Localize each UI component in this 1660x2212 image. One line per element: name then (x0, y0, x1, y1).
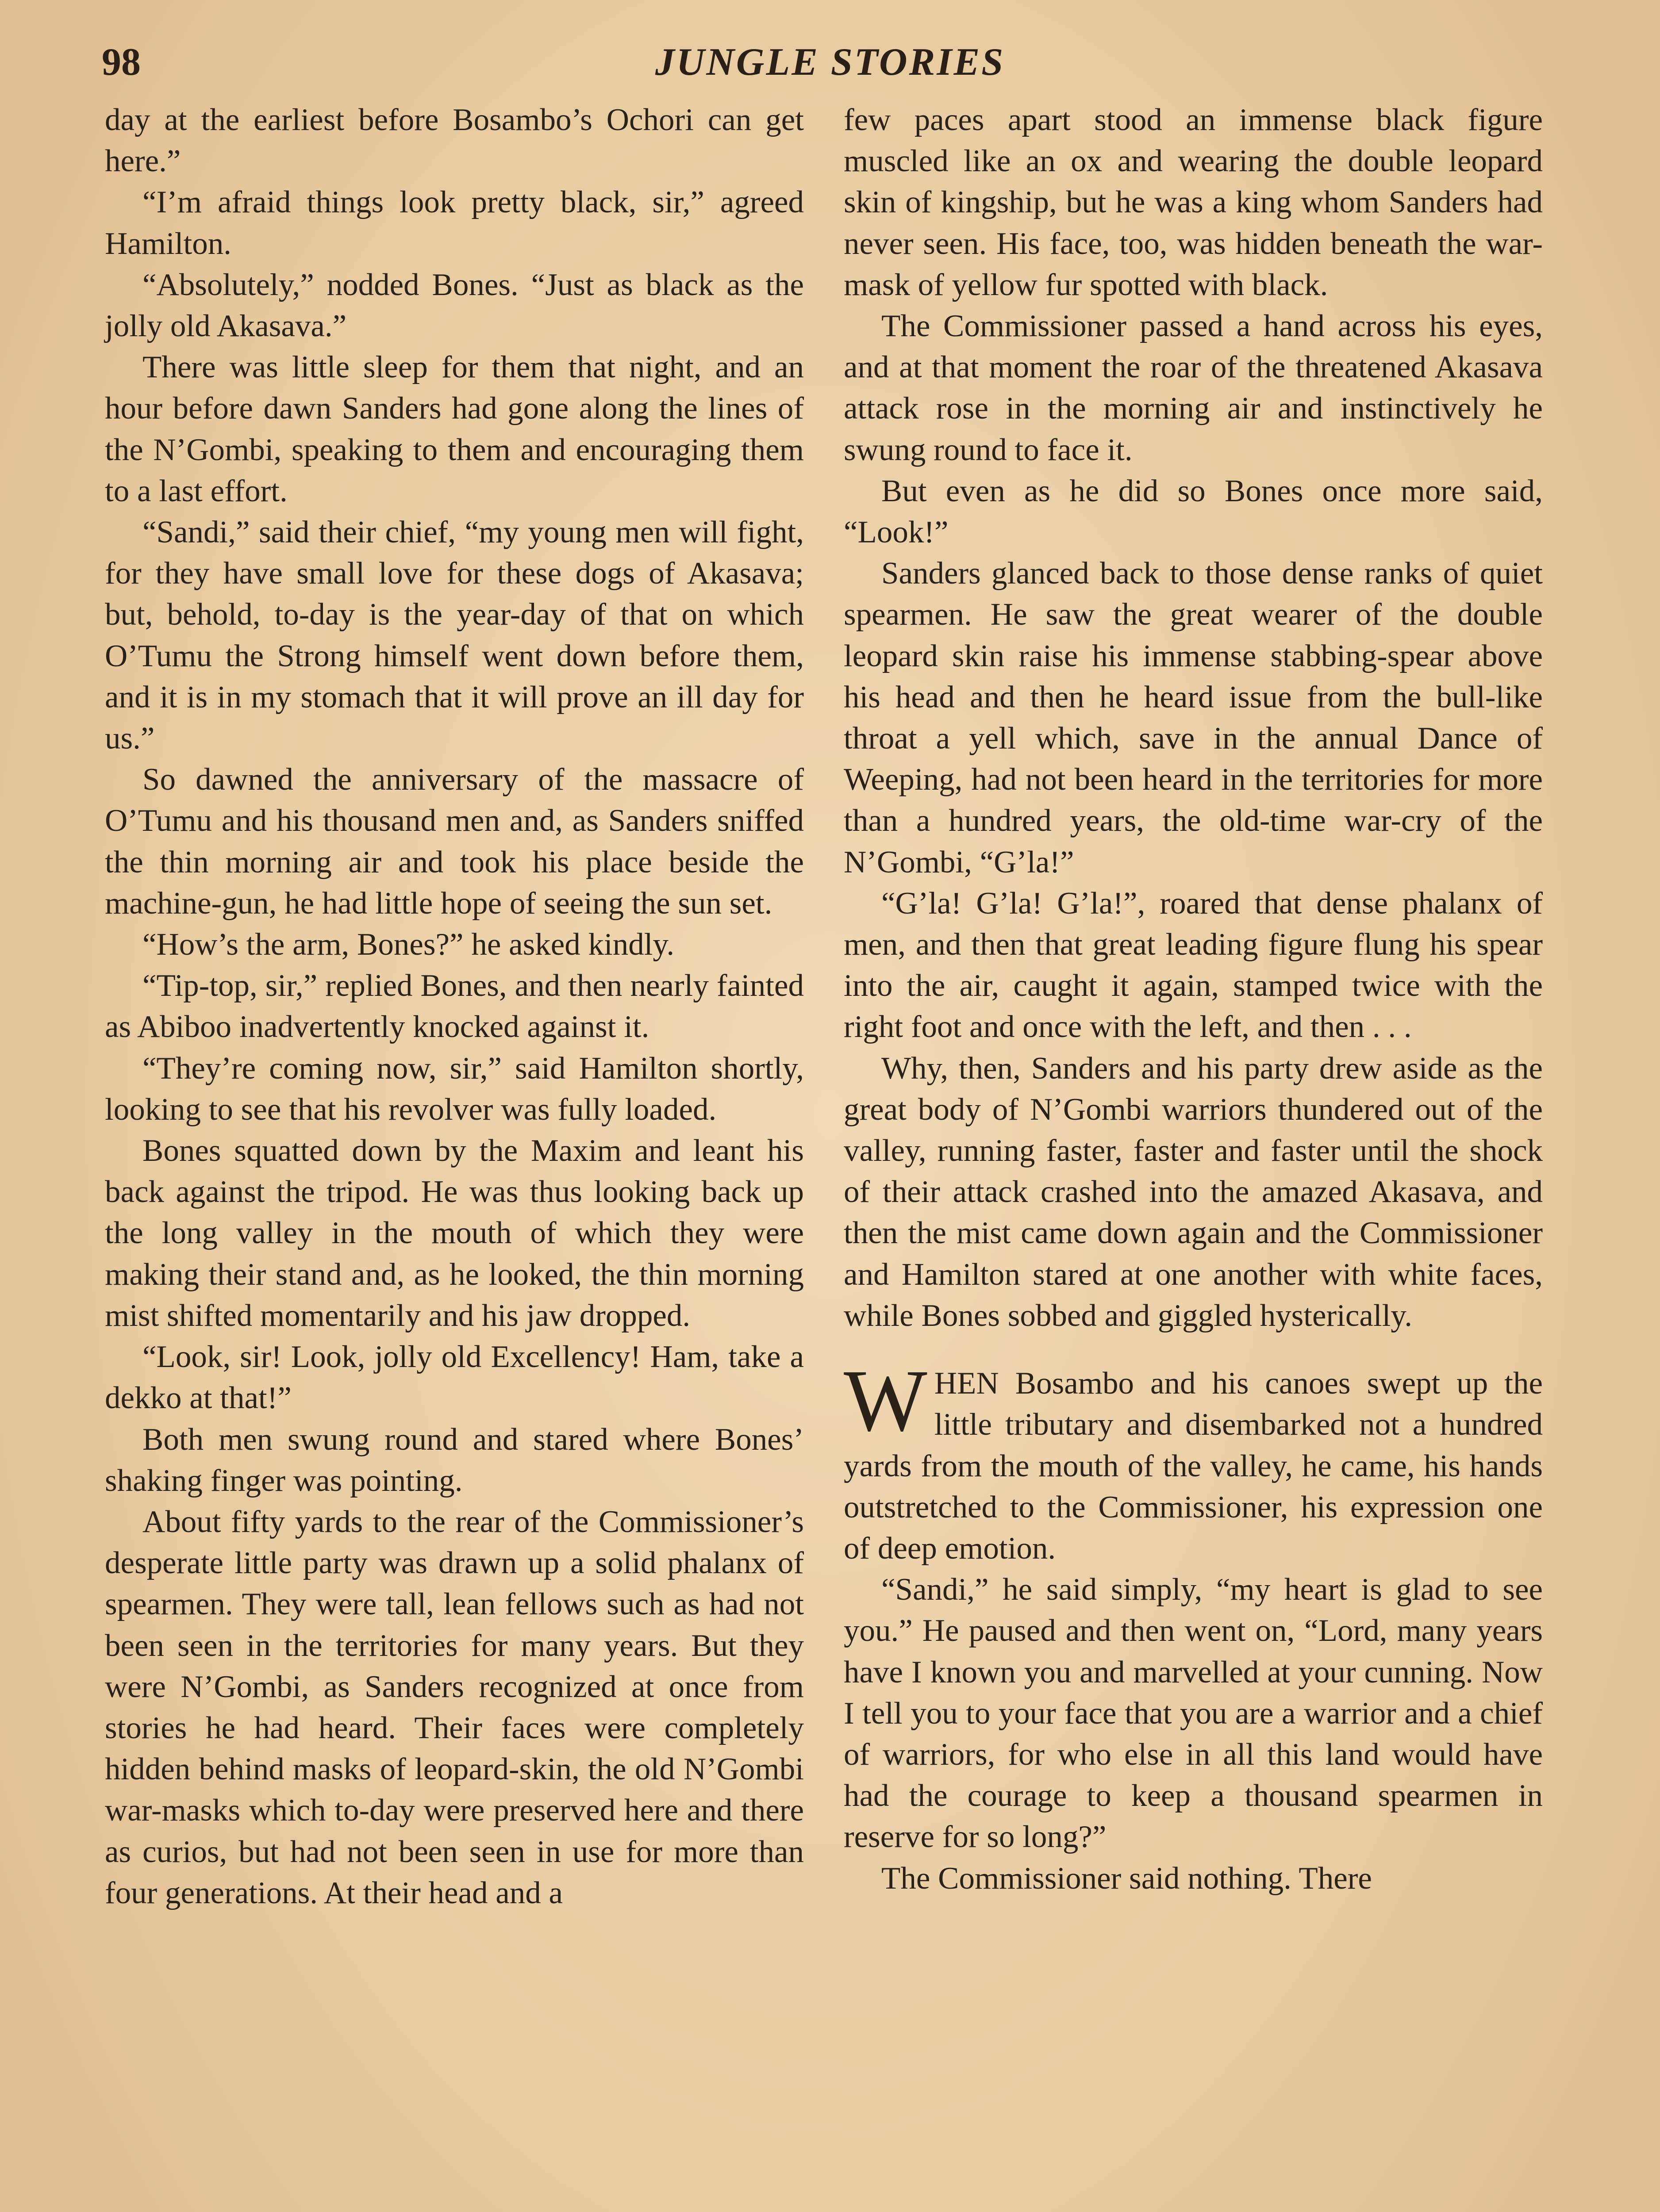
paragraph: “Tip-top, sir,” replied Bones, and then nearly fainted as Abiboo inadvertently knocked against it. (105, 968, 804, 1045)
paragraph: “Sandi,” he said simply, “my heart is glad to see you.” He paused and then went on, “Lord, many years have I known you and marvelled at your cunning. Now I tell you to your face that you are a warrior and a chief of warriors, for who else in all this land would have had the courage to keep a thousand spearmen in reserve for so long?” (844, 1572, 1543, 1855)
paragraph: day at the earliest before Bosambo’s Ochori can get here.” (105, 103, 804, 179)
paragraph: “Absolutely,” nodded Bones. “Just as black as the jolly old Akasava.” (105, 267, 804, 344)
paragraph: “Sandi,” said their chief, “my young men will fight, for they have small love for these dogs of Akasava; but, behold, to-day is the year-day of that on which O’Tumu the Strong himself went down before them, and it is in my stomach that it will prove an ill day for us.” (105, 515, 804, 756)
paragraph: The Commissioner passed a hand across his eyes, and at that moment the roar of the threatened Akasava attack rose in the morning air and instinctively he swung round to face it. (844, 309, 1543, 467)
paragraph: About fifty yards to the rear of the Commissioner’s desperate little party was drawn up a solid phalanx of spearmen. They were tall, lean fellows such as had not been seen in the territories for many years. But they were N’Gombi, as Sanders recognized at once from stories he had heard. Their faces were completely hidden behind masks of leopard-skin, the old N’Gombi war-masks which to-day were preserved here and there as curios, but had not been seen in use for more than four generations. At their head and a (105, 1504, 804, 1910)
paragraph: “G’la! G’la! G’la!”, roared that dense phalanx of men, and then that great leading figure flung his spear into the air, caught it again, stamped twice with the right foot and once with the left, and then . . . (844, 886, 1543, 1045)
section-2-first-paragraph: HEN Bosambo and his canoes swept up the little tributary and disembarked not a hundred yards from the mouth of the valley, he came, his hands outstretched to the Commissioner, his expression one of deep emotion. (844, 1366, 1543, 1566)
paragraph: Both men swung round and stared where Bones’ shaking finger was pointing. (105, 1422, 804, 1498)
right-column-part-2 (844, 1569, 1543, 1899)
paragraph: Why, then, Sanders and his party drew aside as the great body of N’Gombi warriors thundered out of the valley, running faster, faster and faster until the shock of their attack crashed into the amazed Akasava, and then the mist came down again and the Commissioner and Hamilton stared at one another with white faces, while Bones sobbed and giggled hysterically. (844, 1051, 1543, 1333)
paragraph: There was little sleep for them that night, and an hour before dawn Sanders had gone along the lines of the N’Gombi, speaking to them and encouraging them to a last effort. (105, 350, 804, 508)
right-column (844, 100, 1543, 1899)
paragraph: few paces apart stood an immense black figure muscled like an ox and wearing the double leopard skin of kingship, but he was a king whom Sanders had never seen. His face, too, was hidden beneath the war-mask of yellow fur spotted with black. (844, 103, 1543, 302)
drop-cap: W (844, 1352, 927, 1450)
page-number: 98 (102, 41, 141, 84)
running-title: JUNGLE STORIES (655, 41, 1005, 84)
paragraph: “They’re coming now, sir,” said Hamilton shortly, looking to see that his revolver was fully loaded. (105, 1051, 804, 1127)
left-column (105, 100, 804, 1914)
page-header (102, 40, 1558, 93)
paragraph: The Commissioner said nothing. There (881, 1861, 1372, 1896)
section-break (844, 1336, 1543, 1363)
section-2 (844, 1352, 1543, 1899)
paragraph: But even as he did so Bones once more said, “Look!” (844, 473, 1543, 550)
paragraph: Bones squatted down by the Maxim and leant his back against the tripod. He was thus looking back up the long valley in the mouth of which they were making their stand and, as he looked, the thin morning mist shifted momentarily and his jaw dropped. (105, 1133, 804, 1333)
paragraph: So dawned the anniversary of the massacre of O’Tumu and his thousand men and, as Sanders sniffed the thin morning air and took his place beside the machine-gun, he had little hope of seeing the sun set. (105, 762, 804, 921)
paragraph: “I’m afraid things look pretty black, sir,” agreed Hamilton. (105, 185, 804, 261)
right-column-part-1 (844, 100, 1543, 1336)
paragraph: Sanders glanced back to those dense ranks of quiet spearmen. He saw the great wearer of the double leopard skin raise his immense stabbing-spear above his head and then he heard issue from the bull-like throat a yell which, save in the annual Dance of Weeping, had not been heard in the territories for more than a hundred years, the old-time war-cry of the N’Gombi, “G’la!” (844, 556, 1543, 879)
paragraph: “How’s the arm, Bones?” he asked kindly. (142, 927, 675, 962)
paragraph: “Look, sir! Look, jolly old Excellency! Ham, take a dekko at that!” (105, 1340, 804, 1416)
